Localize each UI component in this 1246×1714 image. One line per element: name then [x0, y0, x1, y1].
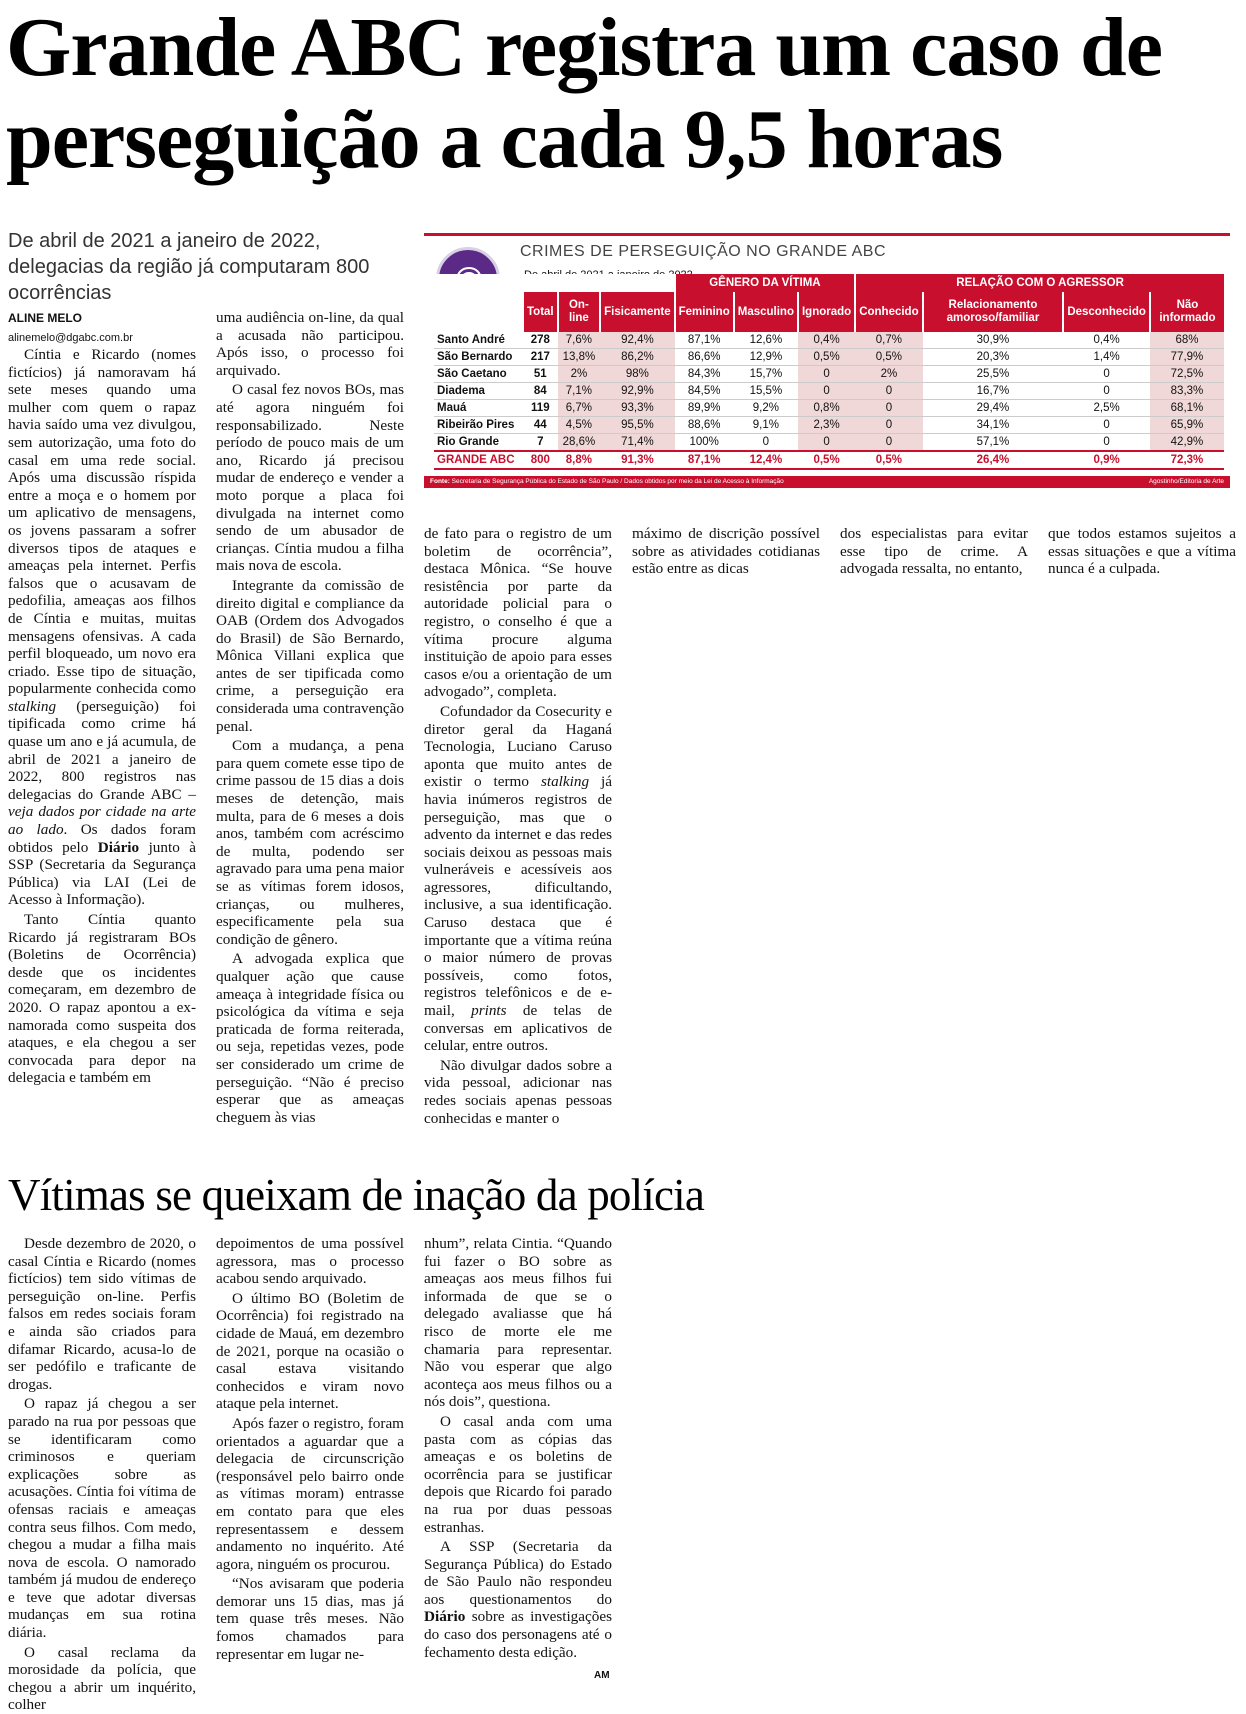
city-name: Rio Grande: [434, 434, 523, 452]
table-cell: 68%: [1150, 332, 1224, 349]
table-cell: 0,5%: [798, 349, 855, 366]
table-cell: 217: [523, 349, 558, 366]
paragraph: A SSP (Secretaria da Segurança Pública) do Estado de São Paulo não respondeu aos questionamentos do Diário sobre as investigações do caso dos personagens até o fechamento desta edição.: [424, 1538, 612, 1661]
table-cell: 0: [1063, 383, 1150, 400]
paragraph: uma audiência on-line, da qual a acusada não participou. Após isso, o processo foi arquivado.: [216, 309, 404, 379]
table-cell: 84: [523, 383, 558, 400]
column-header: Relacionamento amoroso/familiar: [923, 292, 1064, 332]
table-cell: 0: [855, 417, 922, 434]
article-column-4: [632, 525, 820, 578]
table-cell: 2,3%: [798, 417, 855, 434]
subheadline: De abril de 2021 a janeiro de 2022, delegacias da região já computaram 800 ocorrências: [8, 230, 370, 304]
table-cell: 0,4%: [798, 332, 855, 349]
table-cell: 278: [523, 332, 558, 349]
paragraph: O casal fez novos BOs, mas até agora ninguém foi responsabilizado. Neste período de pouco mais de um ano, Ricardo já precisou mudar de endereço e vender a moto porque a placa foi divulgada na internet como sendo de um abusador de crianças. Cíntia mudou a filha mais nova de escola.: [216, 381, 404, 575]
table-cell: 92,9%: [600, 383, 674, 400]
group-header-victim: GÊNERO DA VÍTIMA: [675, 274, 856, 292]
table-row: [434, 332, 1224, 349]
table-row: [434, 417, 1224, 434]
byline: [8, 310, 208, 346]
table-cell: 0,5%: [855, 349, 922, 366]
article-column-6: [1048, 525, 1236, 578]
paragraph: máximo de discrição possível sobre as atividades cotidianas estão entre as dicas: [632, 525, 820, 578]
city-name: Diadema: [434, 383, 523, 400]
column-header: Feminino: [675, 292, 734, 332]
table-cell: 0,8%: [798, 400, 855, 417]
table-cell: 15,5%: [734, 383, 798, 400]
group-header-relation: RELAÇÃO COM O AGRESSOR: [855, 274, 1224, 292]
paragraph: de fato para o registro de um boletim de ocorrência”, destaca Mônica. “Se houve resistência por parte da autoridade policial para o registro, o conselho é que a vítima procure alguma instituição de apoio para esses casos e/ou a orientação de um advogado”, completa.: [424, 525, 612, 701]
table-cell: 30,9%: [923, 332, 1064, 349]
table-cell: 88,6%: [675, 417, 734, 434]
table-cell: 12,6%: [734, 332, 798, 349]
table-cell: 28,6%: [558, 434, 601, 452]
column-header: Ignorado: [798, 292, 855, 332]
table-cell: 25,5%: [923, 366, 1064, 383]
table-cell: 2%: [558, 366, 601, 383]
table-row: [434, 383, 1224, 400]
table-cell: 0: [798, 366, 855, 383]
table-cell: 83,3%: [1150, 383, 1224, 400]
city-name: GRANDE ABC: [434, 451, 523, 469]
paragraph: depoimentos de uma possível agressora, mas o processo acabou sendo arquivado.: [216, 1235, 404, 1288]
author-email[interactable]: alinemelo@dgabc.com.br: [8, 332, 133, 344]
table-cell: 77,9%: [1150, 349, 1224, 366]
table-cell: 7,6%: [558, 332, 601, 349]
table-cell: 8,8%: [558, 451, 601, 469]
table-cell: 15,7%: [734, 366, 798, 383]
table-cell: 12,9%: [734, 349, 798, 366]
paragraph: Cíntia e Ricardo (nomes fictícios) já namoravam há sete meses quando uma mulher com quem o rapaz havia saído uma vez divulgou, sem autorização, uma foto do casal em uma rede social. Após uma discussão ríspida entre a moça e o homem por um aplicativo de mensagens, os jovens passaram a sofrer diversos tipos de ataques e ameaças pela internet. Perfis falsos que o acusavam de pedofilia, ameaças aos filhos de Cíntia e muitas, muitas mensagens ofensivas. A cada perfil bloqueado, um novo era criado. Esse tipo de situação, popularmente conhecida como stalking (perseguição) foi tipificada como crime há quase um ano e já acumula, de abril de 2021 a janeiro de 2022, 800 registros nas delegacias do Grande ABC – veja dados por cidade na arte ao lado. Os dados foram obtidos pelo Diário junto à SSP (Secretaria da Segurança Pública) via LAI (Lei de Acesso à Informação).: [8, 346, 196, 909]
table-cell: 0: [1063, 434, 1150, 452]
section2-column-2: [216, 1235, 404, 1663]
column-header: Fisicamente: [600, 292, 674, 332]
table-cell: 16,7%: [923, 383, 1064, 400]
table-cell: 84,3%: [675, 366, 734, 383]
table-cell: 89,9%: [675, 400, 734, 417]
table-cell: 0: [798, 434, 855, 452]
table-cell: 86,2%: [600, 349, 674, 366]
table-cell: 100%: [675, 434, 734, 452]
source-note: Fonte: Secretaria de Segurança Pública do Estado de São Paulo / Dados obtidos por meio da Lei de Acesso à Informação: [430, 478, 784, 485]
table-cell: 57,1%: [923, 434, 1064, 452]
table-cell: 12,4%: [734, 451, 798, 469]
table-cell: 93,3%: [600, 400, 674, 417]
table-cell: 44: [523, 417, 558, 434]
article-column-5: [840, 525, 1028, 578]
table-row: [434, 434, 1224, 452]
table-cell: 65,9%: [1150, 417, 1224, 434]
table-cell: 13,8%: [558, 349, 601, 366]
paragraph: dos especialistas para evitar esse tipo de crime. A advogada ressalta, no entanto,: [840, 525, 1028, 578]
headline: Grande ABC registra um caso de perseguição a cada 9,5 horas: [6, 1, 1163, 186]
crimes-table: [434, 274, 1224, 470]
section-title: Vítimas se queixam de inação da polícia: [8, 1170, 705, 1220]
table-cell: 2%: [855, 366, 922, 383]
city-name: Ribeirão Pires: [434, 417, 523, 434]
paragraph: Desde dezembro de 2020, o casal Cíntia e Ricardo (nomes fictícios) tem sido vítimas de perseguição on-line. Perfis falsos em redes sociais foram e ainda são criados para difamar Ricardo, acusa-lo de ser pedófilo e traficante de drogas.: [8, 1235, 196, 1393]
table-cell: 0,5%: [855, 451, 922, 469]
table-cell: 95,5%: [600, 417, 674, 434]
author-name: ALINE MELO: [8, 311, 82, 325]
table-cell: 800: [523, 451, 558, 469]
table-cell: 0,7%: [855, 332, 922, 349]
column-header: Masculino: [734, 292, 798, 332]
paragraph: nhum”, relata Cintia. “Quando fui fazer o BO sobre as ameaças aos meus filhos fui informada de que se o delegado avaliasse que há risco de morte ele me chamaria para representar. Não vou esperar que algo aconteça aos meus filhos ou a nós dois”, questiona.: [424, 1235, 612, 1411]
table-cell: 72,3%: [1150, 451, 1224, 469]
section2-column-1: [8, 1235, 196, 1714]
table-cell: 68,1%: [1150, 400, 1224, 417]
infographic-footer: [424, 476, 1230, 488]
table-cell: 87,1%: [675, 451, 734, 469]
table-cell: 0: [734, 434, 798, 452]
paragraph: O último BO (Boletim de Ocorrência) foi registrado na cidade de Mauá, em dezembro de 2021, porque na ocasião o casal estava visitando conhecidos e viram novo ataque pela internet.: [216, 1289, 404, 1413]
paragraph: Tanto Cíntia quanto Ricardo já registraram BOs (Boletins de Ocorrência) desde que os incidentes começaram, em dezembro de 2020. O rapaz apontou a ex-namorada como suspeita dos ataques, e ela chegou a ser convocada para depor na delegacia e também em: [8, 911, 196, 1087]
table-cell: 4,5%: [558, 417, 601, 434]
table-cell: 1,4%: [1063, 349, 1150, 366]
table-cell: 87,1%: [675, 332, 734, 349]
paragraph: A advogada explica que qualquer ação que cause ameaça à integridade física ou psicológica da vítima e seja praticada de forma reiterada, ou seja, repetidas vezes, pode ser considerado um crime de perseguição. “Não é preciso esperar que as ameaças cheguem às vias: [216, 950, 404, 1126]
paragraph: O casal reclama da morosidade da polícia, que chegou a abrir um inquérito, colher: [8, 1643, 196, 1714]
article-column-1: [8, 346, 196, 1087]
paragraph: Cofundador da Cosecurity e diretor geral da Haganá Tecnologia, Luciano Caruso aponta que muito antes de existir o termo stalking já havia inúmeros registros de perseguição, mas que o advento da internet e das redes sociais deixou as pessoas mais vulneráveis e acessíveis aos agressores, dificultando, inclusive, a sua identificação. Caruso destaca que é importante que a vítima reúna o maior número de provas possíveis, como fotos, registros telefônicos e de e-mail, prints de telas de conversas em aplicativos de celular, entre outros.: [424, 702, 612, 1055]
paragraph: Não divulgar dados sobre a vida pessoal, adicionar nas redes sociais apenas pessoas conhecidas e manter o: [424, 1056, 612, 1127]
table-cell: 119: [523, 400, 558, 417]
city-name: Santo André: [434, 332, 523, 349]
table-cell: 9,1%: [734, 417, 798, 434]
column-header: Não informado: [1150, 292, 1224, 332]
table-cell: 0: [1063, 417, 1150, 434]
infographic: [424, 233, 1230, 485]
table-cell: 0,9%: [1063, 451, 1150, 469]
table-cell: 51: [523, 366, 558, 383]
article-column-2: [216, 309, 404, 1126]
chart-title: CRIMES DE PERSEGUIÇÃO NO GRANDE ABC: [520, 243, 887, 260]
city-name: São Caetano: [434, 366, 523, 383]
table-cell: 0: [855, 400, 922, 417]
table-cell: 34,1%: [923, 417, 1064, 434]
table-cell: 20,3%: [923, 349, 1064, 366]
paragraph: O casal anda com uma pasta com as cópias das ameaças e os boletins de ocorrência para se justificar depois que Ricardo foi parado na rua por duas pessoas estranhas.: [424, 1412, 612, 1536]
section2-column-3: [424, 1235, 612, 1661]
table-cell: 0,5%: [798, 451, 855, 469]
table-row: [434, 400, 1224, 417]
paragraph: “Nos avisaram que poderia demorar uns 15 dias, mas já tem quase três meses. Não fomos chamados para representar em lugar ne-: [216, 1575, 404, 1663]
article-column-3: [424, 525, 612, 1127]
table-cell: 2,5%: [1063, 400, 1150, 417]
table-cell: 29,4%: [923, 400, 1064, 417]
table-cell: 0: [1063, 366, 1150, 383]
table-cell: 7,1%: [558, 383, 601, 400]
table-cell: 92,4%: [600, 332, 674, 349]
table-cell: 42,9%: [1150, 434, 1224, 452]
table-row: [434, 366, 1224, 383]
table-cell: 0,4%: [1063, 332, 1150, 349]
author-signature: AM: [594, 1670, 610, 1681]
column-header: Conhecido: [855, 292, 922, 332]
table-cell: 0: [855, 383, 922, 400]
table-cell: 9,2%: [734, 400, 798, 417]
paragraph: Com a mudança, a pena para quem comete esse tipo de crime passou de 15 dias a dois meses de detenção, mais multa, para de 6 meses a dois anos, também com acréscimo de multa, podendo ser agravado para uma pena maior se as vítimas forem idosos, crianças, ou mulheres, especificamente pela sua condição de gênero.: [216, 737, 404, 948]
table-cell: 91,3%: [600, 451, 674, 469]
table-cell: 6,7%: [558, 400, 601, 417]
paragraph: Após fazer o registro, foram orientados a aguardar que a delegacia de circunscrição (responsável pelo bairro onde as vítimas moram) entrasse em contato para que eles representassem e dessem andamento no inquérito. Até agora, ninguém os procurou.: [216, 1414, 404, 1573]
table-row: [434, 349, 1224, 366]
table-cell: 86,6%: [675, 349, 734, 366]
table-cell: 72,5%: [1150, 366, 1224, 383]
table-cell: 7: [523, 434, 558, 452]
total-row: [434, 451, 1224, 469]
city-name: Mauá: [434, 400, 523, 417]
city-name: São Bernardo: [434, 349, 523, 366]
paragraph: que todos estamos sujeitos a essas situações e que a vítima nunca é a culpada.: [1048, 525, 1236, 578]
art-credit: Agostinho/Editoria de Arte: [1148, 478, 1224, 485]
table-cell: 0: [855, 434, 922, 452]
column-header: Total: [523, 292, 558, 332]
paragraph: O rapaz já chegou a ser parado na rua por pessoas que se identificaram como criminosos e queriam explicações sobre as acusações. Cíntia foi vítima de ofensas raciais e ameaças contra seus filhos. Com medo, chegou a mudar a filha mais nova de escola. O namorado também já mudou de endereço e teve que adotar diversas mudanças em sua rotina diária.: [8, 1395, 196, 1642]
table-cell: 84,5%: [675, 383, 734, 400]
table-cell: 0: [798, 383, 855, 400]
table-cell: 98%: [600, 366, 674, 383]
column-header: Desconhecido: [1063, 292, 1150, 332]
infographic-top-rule: [424, 233, 1230, 236]
paragraph: Integrante da comissão de direito digital e compliance da OAB (Ordem dos Advogados do Brasil) de São Bernardo, Mônica Villani explica que antes de ser tipificada como crime, a perseguição era considerada uma contravenção penal.: [216, 576, 404, 735]
column-header: On-line: [558, 292, 601, 332]
table-cell: 26,4%: [923, 451, 1064, 469]
table-cell: 71,4%: [600, 434, 674, 452]
